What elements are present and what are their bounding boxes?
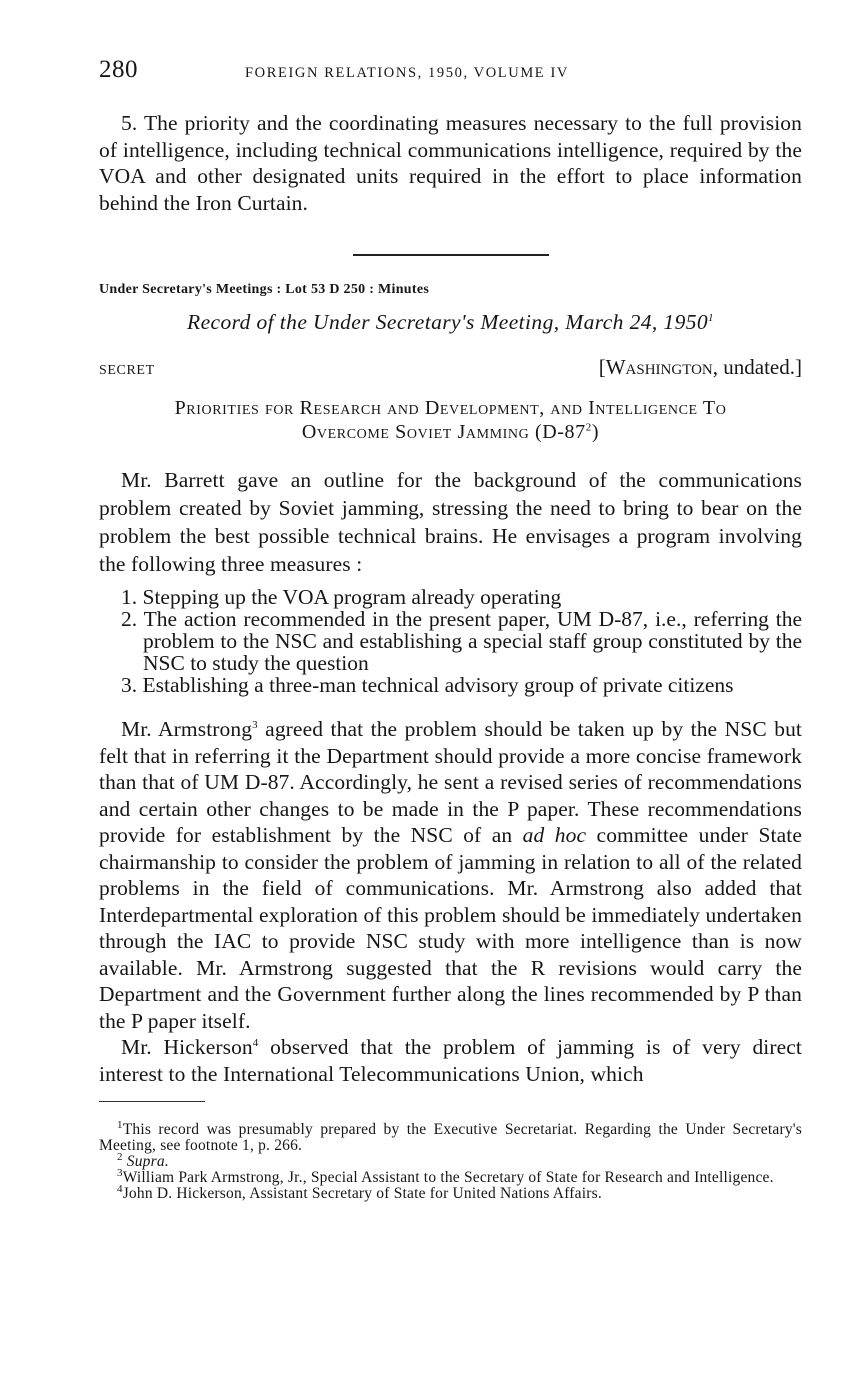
page-number: 280	[99, 56, 138, 83]
armstrong-text-1: agreed that the problem should be taken up by the NSC but felt that in referring it the Department should provide a more concise framework than that of UM D-87. Accordingly, he sent a revised series of recommendations and certain other changes to be made in the P paper. These recommendations provide for establishment by the NSC of an	[99, 717, 803, 847]
classification-label: SECRET	[99, 363, 155, 378]
footnote-item	[99, 1150, 802, 1170]
footnote-item	[99, 1166, 802, 1186]
measure-item: 3. Establishing a three-man technical advisory group of private citizens	[121, 673, 734, 697]
subject-line-2	[99, 420, 802, 444]
armstrong-lead: Mr. Armstrong	[121, 717, 253, 741]
measure-item: 1. Stepping up the VOA program already operating	[121, 585, 562, 609]
hickerson-lead: Mr. Hickerson	[121, 1035, 253, 1059]
footnote-text: This record was presumably prepared by the Executive Secretariat. Regarding the Under Secretary's Meeting, see footnote 1, p. 266.	[99, 1121, 802, 1154]
subject-reference-close: )	[591, 421, 600, 443]
footnote-mark: 4	[117, 1182, 123, 1195]
subject-reference	[535, 421, 599, 443]
footnote-text: Supra.	[126, 1153, 169, 1170]
date: undated.	[723, 355, 795, 379]
footnote-ref-1: 1	[708, 311, 714, 324]
measure-item: 2. The action recommended in the present paper, UM D-87, i.e., referring the problem to the NSC and establishing a special staff group constituted by the NSC to study the question	[121, 607, 802, 675]
subject-line-1: Priorities for Research and Development, and Intelligence To	[174, 397, 727, 419]
footnote-text: William Park Armstrong, Jr., Special Assistant to the Secretary of State for Research and Intelligence.	[122, 1169, 774, 1186]
subject-line-2-text: Overcome Soviet Jamming	[301, 421, 530, 443]
document-page	[99, 56, 802, 1202]
paragraph-armstrong	[99, 716, 802, 1034]
footnote-mark: 3	[117, 1166, 123, 1179]
footnotes	[99, 1118, 802, 1202]
footnote-item	[99, 1182, 802, 1202]
footnote-item	[99, 1118, 802, 1154]
source-note: Under Secretary's Meetings : Lot 53 D 250 : Minutes	[99, 282, 430, 297]
footnote-mark: 2	[117, 1150, 123, 1163]
running-header	[99, 56, 802, 96]
footnote-ref-4: 4	[252, 1036, 259, 1049]
measures-list	[99, 586, 802, 696]
intro-paragraph: 5. The priority and the coordinating measures necessary to the full provision of intelligence, including technical communications intelligence, required by the VOA and other designated units required in the effort to place information behind the Iron Curtain.	[99, 111, 802, 215]
running-title: FOREIGN RELATIONS, 1950, VOLUME IV	[245, 65, 569, 81]
footnote-divider	[99, 1101, 205, 1102]
footnote-text: John D. Hickerson, Assistant Secretary of State for United Nations Affairs.	[122, 1185, 602, 1202]
subject-heading	[99, 396, 802, 444]
hickerson-text: observed that the problem of jamming is of very direct interest to the International Telecommunications Union, which	[99, 1035, 802, 1086]
paragraph-hickerson	[99, 1034, 802, 1087]
section-divider	[353, 254, 549, 256]
paragraph-barrett: Mr. Barrett gave an outline for the background of the communications problem created by Soviet jamming, stressing the need to bring to bear on the problem the best possible technical brains. He envisages a program involving the following three measures :	[99, 468, 802, 576]
footnote-ref-3: 3	[252, 718, 258, 731]
armstrong-italic: ad hoc	[522, 823, 587, 847]
document-title	[99, 310, 802, 335]
place: Washington	[605, 355, 713, 379]
footnote-ref-2: 2	[585, 421, 592, 434]
armstrong-text-2: committee under State chairmanship to consider the problem of jamming in relation to all of the related problems in the field of communications. Mr. Armstrong also added that Interdepartmental exploration of this problem should be immediately undertaken through the IAC to provide NSC study with more intelligence than is now available. Mr. Armstrong suggested that the R revisions would carry the Department and the Government further along the lines recommended by P than the P paper itself.	[99, 823, 802, 1033]
subject-reference-text: (D-87	[534, 421, 586, 443]
document-title-text: Record of the Under Secretary's Meeting, March 24, 1950	[187, 310, 709, 334]
footnote-mark: 1	[117, 1118, 123, 1131]
place-date: [Washington, undated.]	[598, 355, 802, 379]
classification-row	[99, 355, 802, 380]
